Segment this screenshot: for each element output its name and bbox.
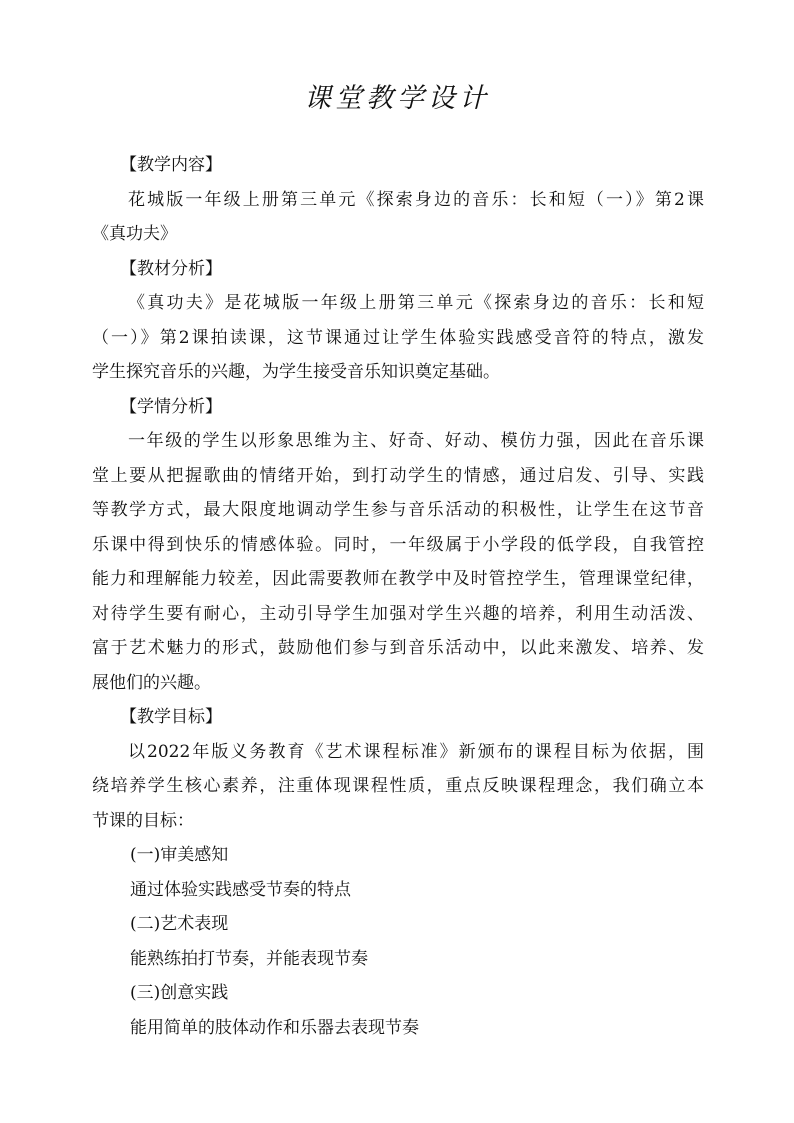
paragraph-line: 乐课中得到快乐的情感体验。同时，一年级属于小学段的低学段，自我管控 (92, 534, 704, 555)
paragraph-line: （一）》第2课拍读课，这节课通过让学生体验实践感受音符的特点，激发 (92, 327, 704, 348)
goal-text: 通过体验实践感受节奏的特点 (130, 879, 351, 900)
section-heading-goals: 【教学目标】 (120, 707, 222, 727)
paragraph-line: 绕培养学生核心素养，注重体现课程性质，重点反映课程理念，我们确立本 (92, 776, 704, 796)
goal-text: 能熟练拍打节奏，并能表现节奏 (130, 948, 368, 969)
paragraph-line: 等教学方式，最大限度地调动学生参与音乐活动的积极性，让学生在这节音 (92, 500, 704, 520)
paragraph-line: 展他们的兴趣。 (92, 672, 211, 693)
paragraph-line: 对待学生要有耐心，主动引导学生加强对学生兴趣的培养，利用生动活泼、 (92, 603, 704, 624)
page-title: 课堂教学设计 (304, 83, 490, 114)
section-heading-students: 【学情分析】 (120, 396, 222, 417)
paragraph-line: 能力和理解能力较差，因此需要教师在教学中及时管控学生，管理课堂纪律， (92, 569, 704, 589)
paragraph-line: 富于艺术魅力的形式，鼓励他们参与到音乐活动中，以此来激发、培养、发 (92, 638, 704, 658)
section-heading-material: 【教材分析】 (120, 258, 222, 279)
goal-label: (二)艺术表现 (130, 914, 229, 934)
paragraph-line: 一年级的学生以形象思维为主、好奇、好动、模仿力强，因此在音乐课 (128, 431, 704, 451)
paragraph-line: 《真功夫》 (92, 224, 177, 244)
paragraph-line: 堂上要从把握歌曲的情绪开始，到打动学生的情感，通过启发、引导、实践 (92, 465, 704, 486)
paragraph-line: 节课的目标： (92, 810, 194, 831)
goal-label: (一)审美感知 (130, 845, 229, 865)
document-body (92, 148, 704, 1045)
paragraph-line: 学生探究音乐的兴趣，为学生接受音乐知识奠定基础。 (92, 362, 500, 382)
goal-text: 能用简单的肢体动作和乐器去表现节奏 (130, 1017, 419, 1038)
goal-label: (三)创意实践 (130, 983, 229, 1003)
paragraph-line: 以2022年版义务教育《艺术课程标准》新颁布的课程目标为依据，围 (128, 741, 704, 762)
paragraph-line: 《真功夫》是花城版一年级上册第三单元《探索身边的音乐：长和短 (128, 293, 704, 313)
section-heading-content: 【教学内容】 (120, 155, 222, 175)
paragraph-line: 花城版一年级上册第三单元《探索身边的音乐：长和短（一）》第2课 (128, 189, 704, 210)
